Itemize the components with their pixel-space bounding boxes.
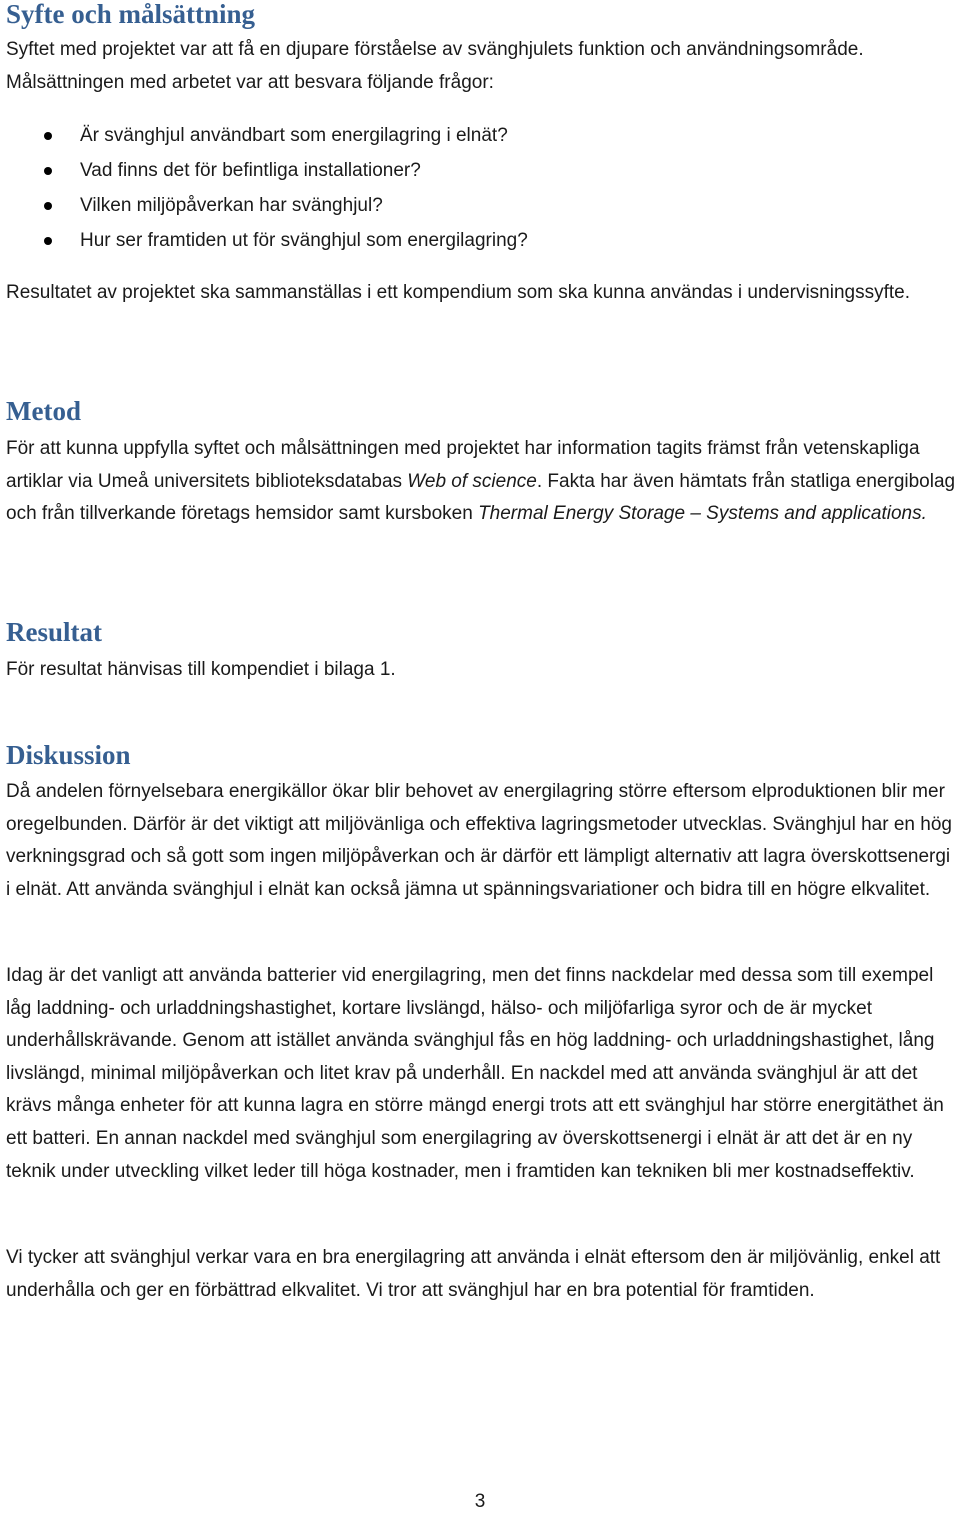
list-item: Är svänghjul användbart som energilagring i elnät?	[0, 118, 900, 153]
heading-diskussion: Diskussion	[6, 740, 131, 770]
diskussion-paragraph-3: Vi tycker att svänghjul verkar vara en bra energilagring att använda i elnät eftersom den är miljövänlig, enkel att underhålla och ger en förbättrad elkvalitet. Vi tror att svänghjul har en bra potential för framtiden.	[6, 1247, 941, 1301]
list-item: Hur ser framtiden ut för svänghjul som energilagring?	[0, 223, 900, 258]
book-title: Thermal Energy Storage – Systems and applications.	[478, 503, 927, 525]
bullet-icon	[44, 132, 52, 140]
questions-list	[0, 118, 900, 258]
syfte-intro: Syftet med projektet var att få en djupare förståelse av svänghjulets funktion och användningsområde. Målsättningen med arbetet var att besvara följande frågor:	[6, 39, 864, 93]
heading-resultat: Resultat	[6, 617, 102, 647]
resultat-text: För resultat hänvisas till kompendiet i bilaga 1.	[6, 659, 396, 680]
bullet-icon	[44, 202, 52, 210]
page-number: 3	[474, 1491, 486, 1512]
diskussion-paragraph-2: Idag är det vanligt att använda batterier vid energilagring, men det finns nackdelar med dessa som till exempel låg laddning- och urladdningshastighet, kortare livslängd, hälso- och miljöfarliga syror och de är mycket underhållskrävande. Genom att istället använda svänghjul fås en hög laddning- och urladdningshastighet, lång livslängd, minimal miljöpåverkan och litet krav på underhåll. En nackdel med att använda svänghjul är att det krävs många enheter för att kunna lagra en större mängd energi trots att ett svänghjul har större energitäthet än ett batteri. En annan nackdel med svänghjul som energilagring av överskottsenergi i elnät är att det är en ny teknik under utveckling vilket leder till höga kostnader, men i framtiden kan tekniken bli mer kostnadseffektiv.	[6, 965, 944, 1182]
syfte-outro: Resultatet av projektet ska sammanställas i ett kompendium som ska kunna användas i undervisningssyfte.	[6, 282, 911, 303]
heading-metod: Metod	[6, 396, 81, 426]
bullet-icon	[44, 237, 52, 245]
heading-syfte: Syfte och målsättning	[6, 0, 255, 29]
metod-text: För att kunna uppfylla syftet och målsättningen med projektet har information tagits främst från vetenskapliga artiklar via Umeå universitets biblioteksdatabas Web of science. Fakta har även hämtats från statliga energibolag och från tillverkande företags hemsidor samt kursboken Thermal Energy Storage – Systems and applications.	[6, 438, 956, 525]
list-item: Vad finns det för befintliga installationer?	[0, 153, 900, 188]
list-item: Vilken miljöpåverkan har svänghjul?	[0, 188, 900, 223]
reference-title: Web of science	[407, 470, 537, 492]
bullet-icon	[44, 167, 52, 175]
diskussion-paragraph-1: Då andelen förnyelsebara energikällor ökar blir behovet av energilagring större eftersom elproduktionen blir mer oregelbunden. Därför är det viktigt att miljövänliga och effektiva lagringsmetoder utvecklas. Svänghjul har en hög verkningsgrad och så gott som ingen miljöpåverkan och är därför ett lämpligt alternativ att lagra överskottsenergi i elnät. Att använda svänghjul i elnät kan också jämna ut spänningsvariationer och bidra till en högre elkvalitet.	[6, 781, 952, 900]
